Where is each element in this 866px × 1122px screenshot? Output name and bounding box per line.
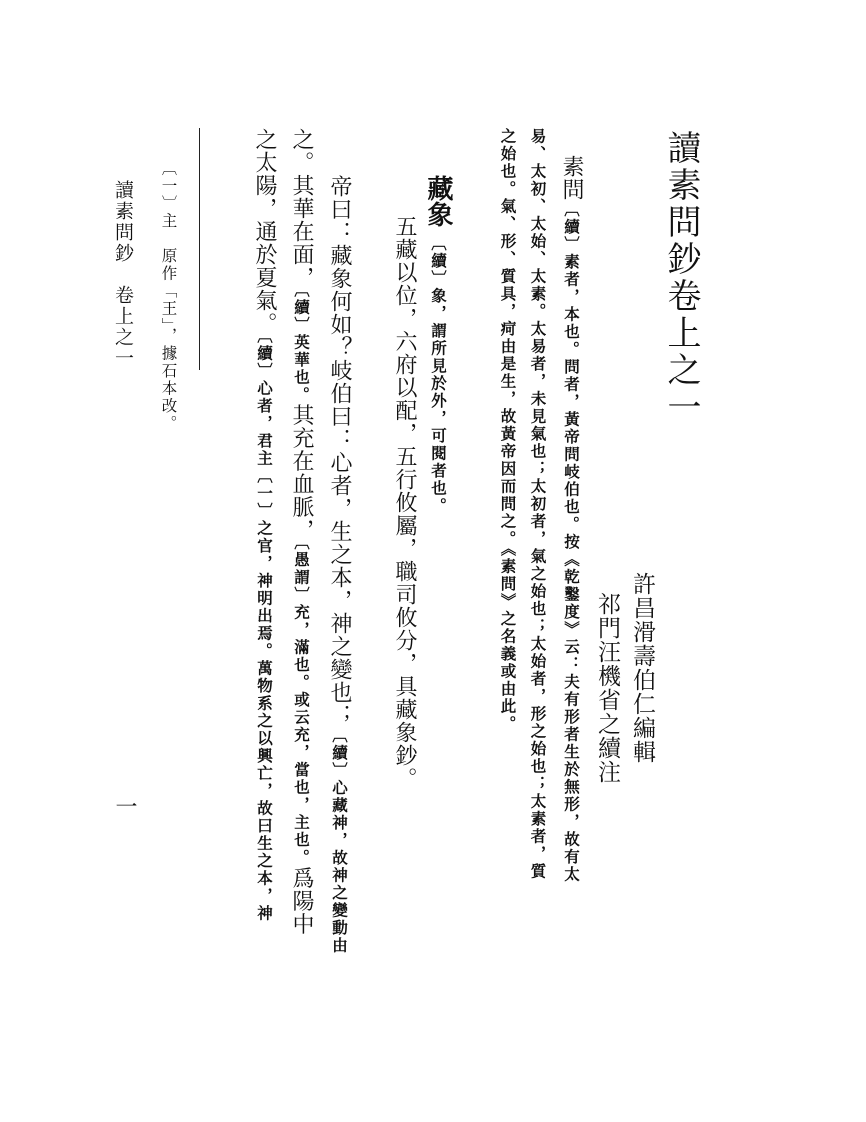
footnote: 〔一〕主 原作「王」，據石本改。 — [159, 160, 178, 433]
commentary: 〔愚謂〕充，滿也。或云充，當也，主也。 — [292, 541, 311, 867]
running-footer: 讀素問鈔 卷上之一 — [112, 180, 134, 369]
page-title: 讀素問鈔卷上之一 — [661, 130, 701, 426]
text-column — [560, 155, 582, 884]
commentary: 〔續〕心藏神，故神之變動由 — [330, 727, 349, 955]
commentary: 〔續〕素者，本也。問者，黃帝問岐伯也。按《乾鑿度》云：夫有形者生於無形，故有太 — [562, 201, 581, 884]
author-annotator: 祁門汪機省之續注 — [594, 592, 620, 784]
main-text: 帝曰：藏象何如？岐伯曰：心者，生之本，神之變也； — [327, 175, 352, 727]
section-intro: 五藏以位，六府以配，五行攸屬，職司攸分，具藏象鈔。 — [392, 215, 417, 790]
main-text: 之太陽，通於夏氣。 — [252, 128, 277, 335]
page-number: 一 — [112, 795, 137, 817]
main-text: 爲陽中 — [289, 866, 314, 936]
text-column — [290, 128, 312, 936]
heading-suwen: 素問 — [559, 155, 584, 201]
author-compiler: 許昌滑壽伯仁編輯 — [629, 572, 655, 764]
section-heading: 藏象 — [423, 175, 453, 227]
main-text: 其充在血脈， — [289, 403, 314, 542]
commentary: 〔續〕心者，君主〔一〕之官，神明出焉。萬物系之以興亡，故曰生之本，神 — [255, 335, 274, 923]
text-column — [328, 175, 350, 955]
footnote-divider — [199, 128, 200, 370]
section-heading-note: 〔續〕象，謂所見於外，可閱者也。 — [429, 235, 448, 515]
commentary-column: 易、太初、太始、太素。太易者，未見氣也；太初者，氣之始也；太始者，形之始也；太素者，質 — [528, 128, 548, 881]
section-heading-column — [425, 175, 451, 515]
commentary: 〔續〕英華也。 — [292, 289, 311, 404]
main-text: 之。其華在面， — [289, 128, 314, 289]
text-column — [253, 128, 275, 922]
commentary-column: 之始也。氣、形、質具，疴由是生，故黃帝因而問之。《素問》之名義或由此。 — [498, 128, 518, 733]
